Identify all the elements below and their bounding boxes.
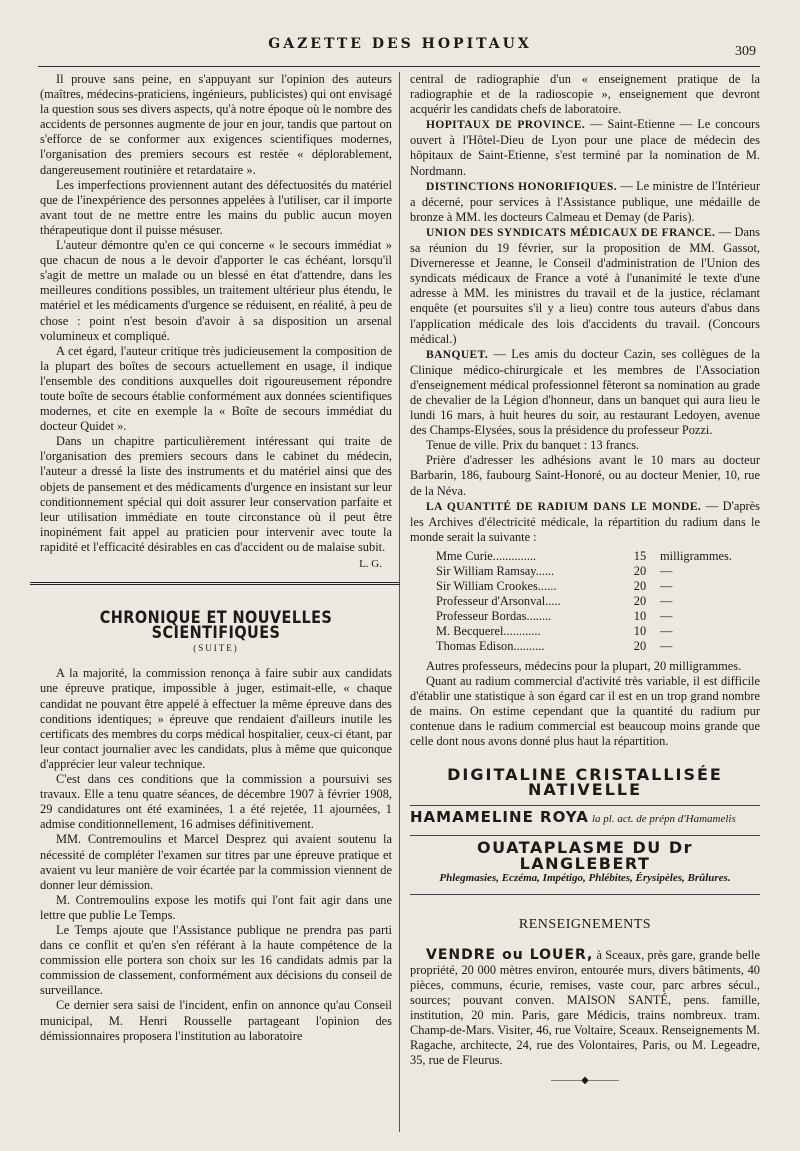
paragraph: M. Contremoulins expose les motifs qui l'ont fait agir dans une lettre que publie Le Temps. bbox=[40, 892, 392, 922]
paragraph: Dans un chapitre particulièrement intéressant qui traite de l'organisation des premiers secours dans le cabinet du médecin, l'auteur a dressé la liste des instruments et du matériel ainsi que des objets de pansement et des médicaments d'urgence en insistant sur leur conditionnement spécial qui doit assurer leur conservation parfaite et leur utilisation immédiate en toute circonstance où il peut être inopinément fait appel au praticien pour intervenir avec toute la rapidité et l'efficacité désirables en cas d'accident ou de malaise subit. bbox=[40, 434, 392, 554]
table-row bbox=[436, 549, 736, 564]
news-text: — Le ministre de l'Intérieur a décerné, pour services à l'Assistance publique, une médaille de bronze à MM. les docteurs Calmeau et Demay (de Paris). bbox=[410, 178, 760, 224]
right-column bbox=[410, 72, 760, 1088]
news-label: HOPITAUX DE PROVINCE. bbox=[426, 119, 586, 132]
section-divider bbox=[30, 582, 400, 585]
news-item bbox=[410, 225, 760, 347]
paragraph: C'est dans ces conditions que la commission a poursuivi ses travaux. Elle a tenu quatre séances, de décembre 1907 à février 1908, 29 candidatures ont été examinées, 1 a été rejetée, 11 ajournées, 1 admise conditionnellement, 16 admises définitivement. bbox=[40, 772, 392, 832]
radium-unit: — bbox=[660, 564, 673, 578]
news-item bbox=[410, 117, 760, 178]
paragraph: Prière d'adresser les adhésions avant le 10 mars au docteur Barbarin, 186, faubourg Saint-Honoré, ou au docteur Menier, 10, rue de la Néva. bbox=[410, 453, 760, 498]
radium-owner: Professeur Bordas........ bbox=[436, 609, 552, 624]
chronique-title: CHRONIQUE ET NOUVELLES SCIENTIFIQUES bbox=[99, 608, 333, 644]
paragraph: Ce dernier sera saisi de l'incident, enfin on annonce qu'au Conseil municipal, M. Henri Rousselle partageant l'opinion des démissionnaires proposera l'institution au laboratoire bbox=[40, 998, 392, 1043]
news-label: LA QUANTITÉ DE RADIUM DANS LE MONDE. bbox=[426, 500, 702, 513]
ad-divider bbox=[410, 805, 760, 806]
header-rule bbox=[38, 66, 760, 67]
left-column bbox=[40, 72, 392, 1044]
radium-owner: M. Becquerel............ bbox=[436, 624, 541, 639]
article-signature: L. G. bbox=[359, 558, 382, 570]
ad-divider bbox=[410, 835, 760, 836]
paragraph: central de radiographie d'un « enseignement pratique de la radiographie et de la radioscopie », enseignement que devront acquérir les candidats chefs de laboratoire. bbox=[410, 72, 760, 117]
radium-amount: 20 bbox=[633, 594, 647, 609]
table-row bbox=[436, 624, 736, 639]
news-text: — D'après les Archives d'électricité médicale, la répartition du radium dans le monde serait la suivante : bbox=[410, 498, 760, 544]
paragraph: L'auteur démontre qu'en ce qui concerne « le secours immédiat » que chacun de nous a le devoir d'apporter le cas échéant, lorsqu'il s'agit de mettre un malade ou un blessé en état d'attendre, dans les meilleures conditions possibles, un traitement ultérieur plus étendu, le matériel et les médicaments d'urgence se réduisent, en réalité, à peu de chose : point n'est besoin d'avoir à sa disposition un arsenal volumineux et compliqué. bbox=[40, 238, 392, 343]
paragraph: Le Temps ajoute que l'Assistance publique ne prendra pas parti dans ce conflit et qu'en s'en référant à la haute compétence de la commission elle portera son choix sur les 16 candidats admis par la commission de classement, conformément aux décisions du conseil de surveillance. bbox=[40, 922, 392, 998]
ad-hamameline bbox=[410, 810, 760, 827]
radium-unit: — bbox=[660, 624, 673, 639]
radium-amount: 10 bbox=[633, 624, 647, 639]
radium-owner: Sir William Ramsay...... bbox=[436, 564, 555, 578]
chronique-subtitle: (SUITE) bbox=[193, 643, 239, 654]
paragraph: Les imperfections proviennent autant des défectuosités du matériel que de l'inexpérience des personnes appelées à l'utiliser, car il importe avant tout de ne mettre entre les mains du public aucun moyen thérapeutique dont il puisse mésuser. bbox=[40, 177, 392, 237]
news-text: — Dans sa réunion du 19 février, sur la proposition de MM. Gassot, Diverneresse et Jeanne, le Conseil d'administration de l'Union des syndicats médicaux de France a voté à l'unanimité le texte d'une adresse à MM. les ministres du travail et de la justice, réclamant enquête (et poursuites s'il y a lieu) contre tous auteurs d'abus dans l'application médicale des lois d'accidents du travail. (Concours médical.) bbox=[410, 224, 760, 346]
paragraph: A la majorité, la commission renonça à faire subir aux candidats une épreuve pratique, impossible à juger, estimait-elle, « chaque candidat ne pouvant être appelé à effectuer la même épreuve dans des conditions identiques; » épreuve que rendaient d'ailleurs inutile les certificats des membres du corps médical hospitalier, ceux-ci étant, par leur contact journalier avec les candidats, plus à même que quiconque d'apprécier leur valeur technique. bbox=[40, 666, 392, 771]
news-item bbox=[410, 179, 760, 225]
radium-amount: 15 bbox=[633, 548, 647, 563]
radium-unit: — bbox=[660, 594, 673, 609]
news-label: DISTINCTIONS HONORIFIQUES. bbox=[426, 180, 617, 193]
ornament-divider: ———◆——— bbox=[551, 1074, 619, 1086]
table-row bbox=[436, 639, 736, 654]
news-text: — Les amis du docteur Cazin, ses collègues de la Clinique médico-chirurgicale et les membres de l'Association d'enseignement médical professionnel fêteront sa nomination au grade de chevalier de la Légion d'honneur, dans un banquet qui aura lieu le lundi 16 mars, à huit heures du soir, au restaurant Ledoyen, avenue des Champs-Elysées, sous la présidence du professeur Pozzi. bbox=[410, 346, 760, 438]
radium-amount: 20 bbox=[633, 564, 647, 578]
journal-title: GAZETTE DES HOPITAUX bbox=[268, 36, 532, 52]
radium-owner: Sir William Crookes...... bbox=[436, 579, 557, 594]
news-label: UNION DES SYNDICATS MÉDICAUX DE FRANCE. bbox=[426, 226, 716, 239]
paragraph: A cet égard, l'auteur critique très judicieusement la composition de la plupart des boîtes de secours actuellement en usage, il indique l'ensemble des conditions auxquelles doit rigoureusement répondre toute boîte de secours établie conformément aux données scientifiques modernes, et cite en exemple la « Boîte de secours immédiat du docteur Quidet ». bbox=[40, 343, 392, 434]
news-text: — Saint-Etienne — Le concours ouvert à l'Hôtel-Dieu de Lyon pour une place de médecin des hôpitaux de Saint-Etienne, s'est terminé par la nomination de M. Nordmann. bbox=[410, 117, 760, 178]
radium-owner: Mme Curie.............. bbox=[436, 548, 537, 563]
paragraph: Autres professeurs, médecins pour la plupart, 20 milligrammes. bbox=[426, 658, 742, 673]
classified-ad bbox=[410, 948, 760, 1069]
news-label: BANQUET. bbox=[426, 348, 489, 361]
news-item bbox=[410, 347, 760, 439]
column-divider bbox=[399, 72, 400, 1132]
radium-table bbox=[436, 549, 736, 655]
table-row bbox=[436, 594, 736, 609]
ad-digitaline: DIGITALINE CRISTALLISÉE NATIVELLE bbox=[447, 765, 723, 800]
radium-amount: 10 bbox=[633, 609, 647, 624]
radium-unit: milligrammes. bbox=[660, 548, 732, 563]
classified-text: à Sceaux, près gare, grande belle propriété, 20 000 mètres environ, entourée murs, divers bâtiments, 40 pièces, communs, écurie, remises, vaste cour, parc arbres sécul., sources; pouvant conven. MAISON SANTÉ, pens. famille, institution, 20 min. Paris, gare Médicis, trains nombreux. tram. Champ-de-Mars. Visiter, 46, rue Voltaire, Sceaux. Renseignements M. Ragache, architecte, 24, rue des Volontaires, Paris, ou M. Legeadre, 35, rue de Fleurus. bbox=[410, 947, 760, 1068]
radium-unit: — bbox=[660, 639, 673, 654]
table-row bbox=[436, 609, 736, 624]
page-number: 309 bbox=[735, 44, 756, 59]
ad-hamameline-tagline: la pl. act. de prépn d'Hamamelis bbox=[591, 813, 736, 826]
ad-divider bbox=[410, 894, 760, 895]
radium-amount: 20 bbox=[633, 579, 647, 594]
news-item bbox=[410, 499, 760, 545]
radium-owner: Thomas Edison.......... bbox=[436, 639, 545, 654]
ad-ouataplasme: OUATAPLASME DU Dr LANGLEBERT bbox=[476, 838, 694, 873]
paragraph: Tenue de ville. Prix du banquet : 13 francs. bbox=[426, 438, 640, 453]
table-row bbox=[436, 564, 736, 579]
radium-unit: — bbox=[660, 579, 673, 594]
radium-owner: Professeur d'Arsonval..... bbox=[436, 594, 561, 609]
ad-hamameline-name: HAMAMELINE ROYA bbox=[410, 808, 589, 827]
radium-unit: — bbox=[660, 609, 673, 624]
paragraph: Il prouve sans peine, en s'appuyant sur l'opinion des auteurs (maîtres, médecins-praticiens, ingénieurs, publicistes) qui ont envisagé la question sous ses divers aspects, qu'à notre époque où le nombre des accidents de personnes augmente de jour en jour, tandis que partout on s'efforce de se conformer aux exigences scientifiques modernes, l'organisation des premiers secours est restée « déplorablement, dangereusement routinière et retardataire ». bbox=[40, 72, 392, 177]
radium-amount: 20 bbox=[633, 639, 647, 654]
renseignements-title: RENSEIGNEMENTS bbox=[518, 916, 652, 932]
paragraph: Quant au radium commercial d'activité très variable, il est difficile d'établir une statistique à son égard car il est en un trop grand nombre de mains. On estime cependant que la quantité du radium pur contenue dans le radium commercial est beaucoup moins grande que celle dont nous avons donné plus haut la répartition. bbox=[410, 673, 760, 749]
ad-ouataplasme-conditions: Phlegmasies, Eczéma, Impétigo, Phlébites, Érysipèles, Brûlures. bbox=[439, 871, 731, 884]
table-row bbox=[436, 579, 736, 594]
paragraph: MM. Contremoulins et Marcel Desprez qui avaient soutenu la nécessité de compléter l'examen sur titres par une épreuve pratique et avaient vu leur manière de voir écartée par la commission viennent de donner leur démission. bbox=[40, 832, 392, 892]
classified-lead: VENDRE ou LOUER, bbox=[426, 946, 594, 963]
